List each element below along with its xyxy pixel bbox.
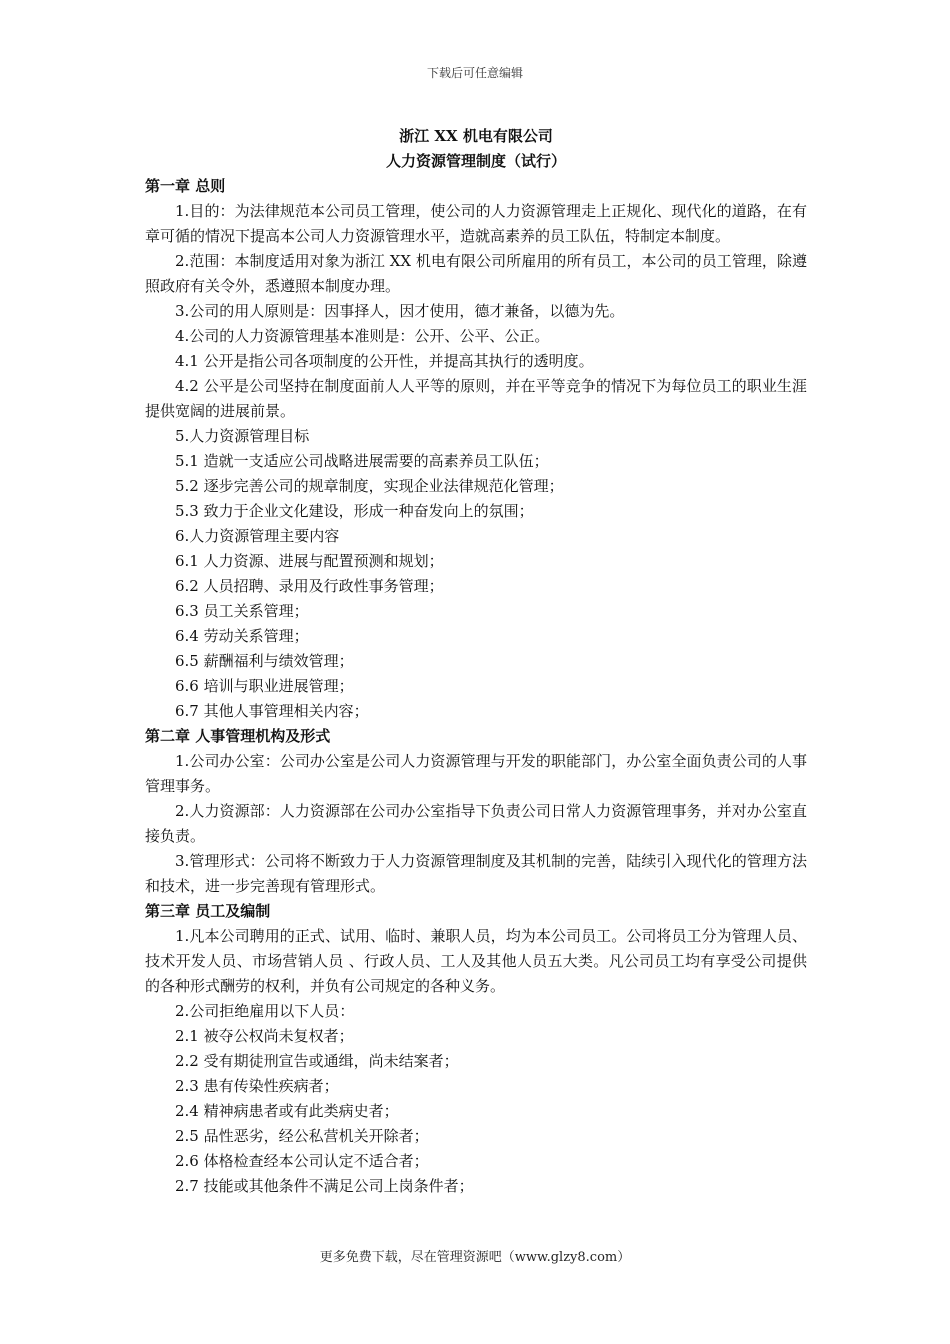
paragraph: 3.公司的用人原则是：因事择人，因才使用，德才兼备，以德为先。 xyxy=(175,302,625,320)
paragraph: 2.1 被夺公权尚未复权者； xyxy=(175,1027,354,1045)
paragraph: 2.2 受有期徒刑宣告或通缉，尚未结案者； xyxy=(175,1052,459,1070)
paragraph: 6.1 人力资源、进展与配置预测和规划； xyxy=(175,552,444,570)
chapter-heading: 第一章 总则 xyxy=(145,177,226,195)
paragraph: 2.4 精神病患者或有此类病史者； xyxy=(175,1102,399,1120)
paragraph: 1.凡本公司聘用的正式、试用、临时、兼职人员，均为本公司员工。公司将员工分为管理人员、技术开发人员、市场营销人员 、行政人员、工人及其他人员五大类。凡公司员工均有享受公司提供的各种形式酬劳的权利，并负有公司规定的各种义务。 xyxy=(145,927,807,995)
paragraph: 2.范围：本制度适用对象为浙江 XX 机电有限公司所雇用的所有员工，本公司的员工管理，除遵照政府有关令外，悉遵照本制度办理。 xyxy=(145,252,807,295)
paragraph: 2.人力资源部：人力资源部在公司办公室指导下负责公司日常人力资源管理事务，并对办公室直接负责。 xyxy=(145,802,807,845)
page-header-note: 下载后可任意编辑 xyxy=(426,66,523,80)
paragraph: 2.6 体格检查经本公司认定不适合者； xyxy=(175,1152,429,1170)
chapter-heading: 第三章 员工及编制 xyxy=(145,902,271,920)
page-footer-note: 更多免费下载，尽在管理资源吧（www.glzy8.com） xyxy=(319,1250,631,1265)
paragraph: 1.公司办公室：公司办公室是公司人力资源管理与开发的职能部门，办公室全面负责公司的人事管理事务。 xyxy=(145,752,807,795)
company-title: 浙江 XX 机电有限公司 xyxy=(399,127,553,145)
paragraph: 2.7 技能或其他条件不满足公司上岗条件者； xyxy=(175,1177,474,1195)
paragraph: 1.目的：为法律规范本公司员工管理，使公司的人力资源管理走上正规化、现代化的道路，在有章可循的情况下提高本公司人力资源管理水平，造就高素养的员工队伍，特制定本制度。 xyxy=(145,202,807,245)
paragraph: 2.5 品性恶劣，经公私营机关开除者； xyxy=(175,1127,429,1145)
paragraph: 4.公司的人力资源管理基本准则是：公开、公平、公正。 xyxy=(175,327,550,345)
paragraph: 6.6 培训与职业进展管理； xyxy=(175,677,354,695)
document-title: 人力资源管理制度（试行） xyxy=(385,152,566,170)
paragraph: 6.4 劳动关系管理； xyxy=(175,627,309,645)
paragraph: 5.1 造就一支适应公司战略进展需要的高素养员工队伍； xyxy=(175,452,549,470)
paragraph: 3.管理形式：公司将不断致力于人力资源管理制度及其机制的完善，陆续引入现代化的管理方法和技术，进一步完善现有管理形式。 xyxy=(145,852,807,895)
paragraph: 5.2 逐步完善公司的规章制度，实现企业法律规范化管理； xyxy=(175,477,564,495)
paragraph: 6.7 其他人事管理相关内容； xyxy=(175,702,369,720)
paragraph: 6.5 薪酬福利与绩效管理； xyxy=(175,652,354,670)
paragraph: 2.3 患有传染性疾病者； xyxy=(175,1077,339,1095)
paragraph: 4.2 公平是公司坚持在制度面前人人平等的原则，并在平等竞争的情况下为每位员工的职业生涯提供宽阔的进展前景。 xyxy=(145,377,807,420)
paragraph: 6.3 员工关系管理； xyxy=(175,602,309,620)
paragraph: 5.3 致力于企业文化建设，形成一种奋发向上的氛围； xyxy=(175,502,534,520)
paragraph: 5.人力资源管理目标 xyxy=(175,427,310,445)
paragraph: 6.人力资源管理主要内容 xyxy=(175,527,340,545)
document-body xyxy=(145,124,807,1199)
chapter-heading: 第二章 人事管理机构及形式 xyxy=(145,727,331,745)
paragraph: 6.2 人员招聘、录用及行政性事务管理； xyxy=(175,577,444,595)
paragraph: 2.公司拒绝雇用以下人员： xyxy=(175,1002,355,1020)
paragraph: 4.1 公开是指公司各项制度的公开性，并提高其执行的透明度。 xyxy=(175,352,594,370)
